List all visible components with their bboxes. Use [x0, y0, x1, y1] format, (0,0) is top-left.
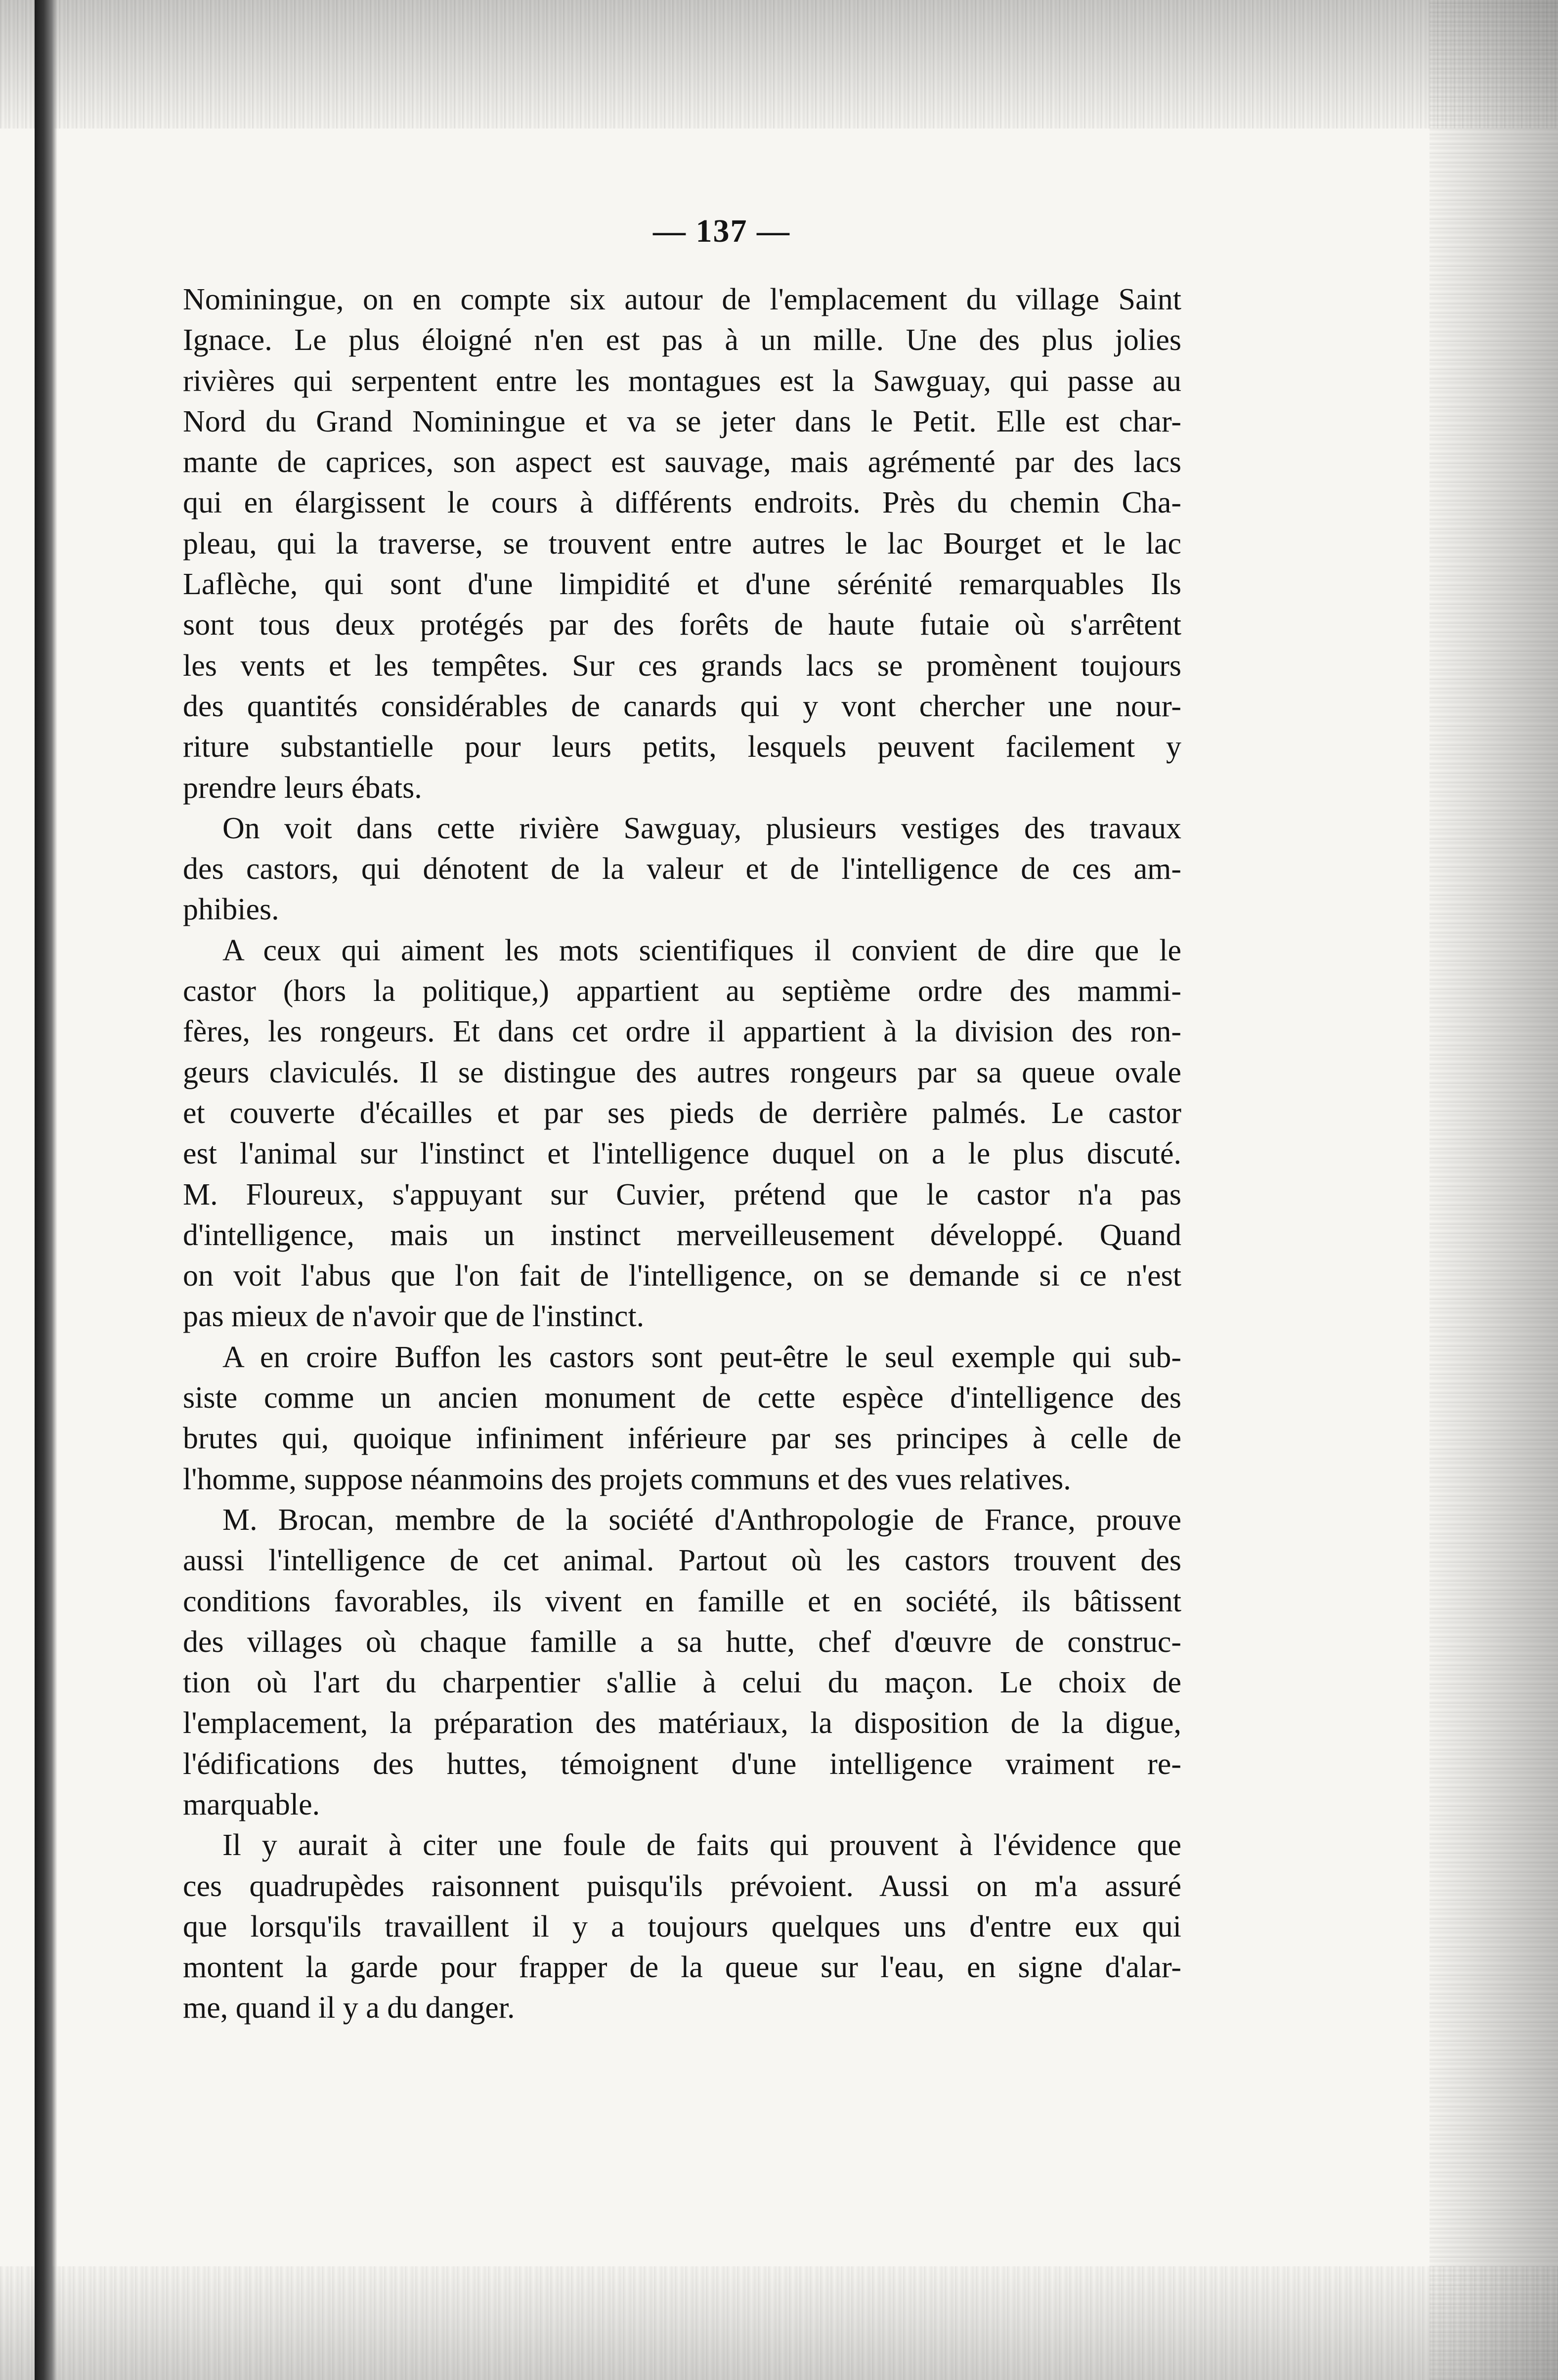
page-number: — 137 —: [653, 213, 790, 249]
text-line: siste comme un ancien monument de cette espèce d'intelligence des: [183, 1381, 1181, 1415]
text-line: ces quadrupèdes raisonnent puisqu'ils prévoient. Aussi on m'a assuré: [183, 1869, 1181, 1903]
scan-noise-right: [1429, 0, 1558, 2380]
text-line: des villages où chaque famille a sa hutte, chef d'œuvre de construc-: [183, 1625, 1181, 1659]
text-line: et couverte d'écailles et par ses pieds de derrière palmés. Le castor: [183, 1096, 1181, 1130]
text-line: montent la garde pour frapper de la queue sur l'eau, en signe d'alar-: [183, 1950, 1181, 1985]
paragraph-5: [183, 1500, 1181, 1825]
paragraph-6: [183, 1825, 1181, 2028]
text-line: des quantités considérables de canards qui y vont chercher une nour-: [183, 689, 1181, 723]
text-line: est l'animal sur l'instinct et l'intelligence duquel on a le plus discuté.: [183, 1137, 1181, 1171]
text-line: M. Brocan, membre de la société d'Anthropologie de France, prouve: [222, 1503, 1181, 1537]
text-line: Laflèche, qui sont d'une limpidité et d'une sérénité remarquables Ils: [183, 567, 1181, 602]
text-line: rivières qui serpentent entre les montagues est la Sawguay, qui passe au: [183, 364, 1181, 398]
text-line: A en croire Buffon les castors sont peut-être le seul exemple qui sub-: [222, 1340, 1181, 1374]
text-line: pleau, qui la traverse, se trouvent entre autres le lac Bourget et le lac: [183, 526, 1181, 561]
text-line: mante de caprices, son aspect est sauvage, mais agrémenté par des lacs: [183, 445, 1181, 479]
text-line: les vents et les tempêtes. Sur ces grands lacs se promènent toujours: [183, 649, 1181, 683]
text-line: On voit dans cette rivière Sawguay, plusieurs vestiges des travaux: [222, 811, 1181, 845]
binding-edge: [35, 0, 57, 2380]
text-line: phibies.: [183, 893, 279, 927]
text-line: castor (hors la politique,) appartient au septième ordre des mammi-: [183, 974, 1181, 1008]
text-line: conditions favorables, ils vivent en famille et en société, ils bâtissent: [183, 1584, 1181, 1618]
scan-noise-top: [0, 0, 1558, 129]
text-line: on voit l'abus que l'on fait de l'intelligence, on se demande si ce n'est: [183, 1259, 1181, 1293]
text-line: prendre leurs ébats.: [183, 771, 422, 805]
text-line: l'homme, suppose néanmoins des projets communs et des vues relatives.: [183, 1462, 1071, 1496]
text-line: pas mieux de n'avoir que de l'instinct.: [183, 1299, 645, 1334]
text-line: d'intelligence, mais un instinct merveilleusement développé. Quand: [183, 1218, 1181, 1252]
text-line: fères, les rongeurs. Et dans cet ordre il appartient à la division des ron-: [183, 1015, 1181, 1049]
text-line: riture substantielle pour leurs petits, lesquels peuvent facilement y: [183, 730, 1181, 764]
text-line: Nord du Grand Nominingue et va se jeter dans le Petit. Elle est char-: [183, 404, 1181, 438]
scan-noise-bottom: [0, 2266, 1558, 2380]
text-line: tion où l'art du charpentier s'allie à celui du maçon. Le choix de: [183, 1666, 1181, 1700]
paragraph-3: [183, 930, 1181, 1337]
text-line: sont tous deux protégés par des forêts de haute futaie où s'arrêtent: [183, 608, 1181, 642]
text-line: qui en élargissent le cours à différents endroits. Près du chemin Cha-: [183, 486, 1181, 520]
text-line: A ceux qui aiment les mots scientifiques il convient de dire que le: [222, 933, 1181, 967]
text-line: Ignace. Le plus éloigné n'en est pas à un mille. Une des plus jolies: [183, 323, 1181, 357]
text-line: aussi l'intelligence de cet animal. Partout où les castors trouvent des: [183, 1544, 1181, 1578]
text-line: marquable.: [183, 1787, 320, 1821]
text-line: Nominingue, on en compte six autour de l'emplacement du village Saint: [183, 283, 1181, 316]
text-line: me, quand il y a du danger.: [183, 1991, 515, 2025]
paragraph-4: [183, 1337, 1181, 1500]
text-line: l'emplacement, la préparation des matériaux, la disposition de la digue,: [183, 1706, 1181, 1740]
text-line: que lorsqu'ils travaillent il y a toujours quelques uns d'entre eux qui: [183, 1909, 1181, 1944]
text-line: geurs claviculés. Il se distingue des autres rongeurs par sa queue ovale: [183, 1055, 1181, 1089]
paragraph-1: [183, 279, 1181, 808]
body-text: [183, 279, 1181, 2029]
text-line: des castors, qui dénotent de la valeur et de l'intelligence de ces am-: [183, 852, 1181, 886]
text-line: brutes qui, quoique infiniment inférieure par ses principes à celle de: [183, 1422, 1181, 1456]
text-line: Il y aurait à citer une foule de faits qui prouvent à l'évidence que: [222, 1828, 1181, 1862]
text-line: l'édifications des huttes, témoignent d'une intelligence vraiment re-: [183, 1747, 1181, 1781]
paragraph-2: [183, 808, 1181, 930]
text-line: M. Floureux, s'appuyant sur Cuvier, prétend que le castor n'a pas: [183, 1177, 1181, 1212]
